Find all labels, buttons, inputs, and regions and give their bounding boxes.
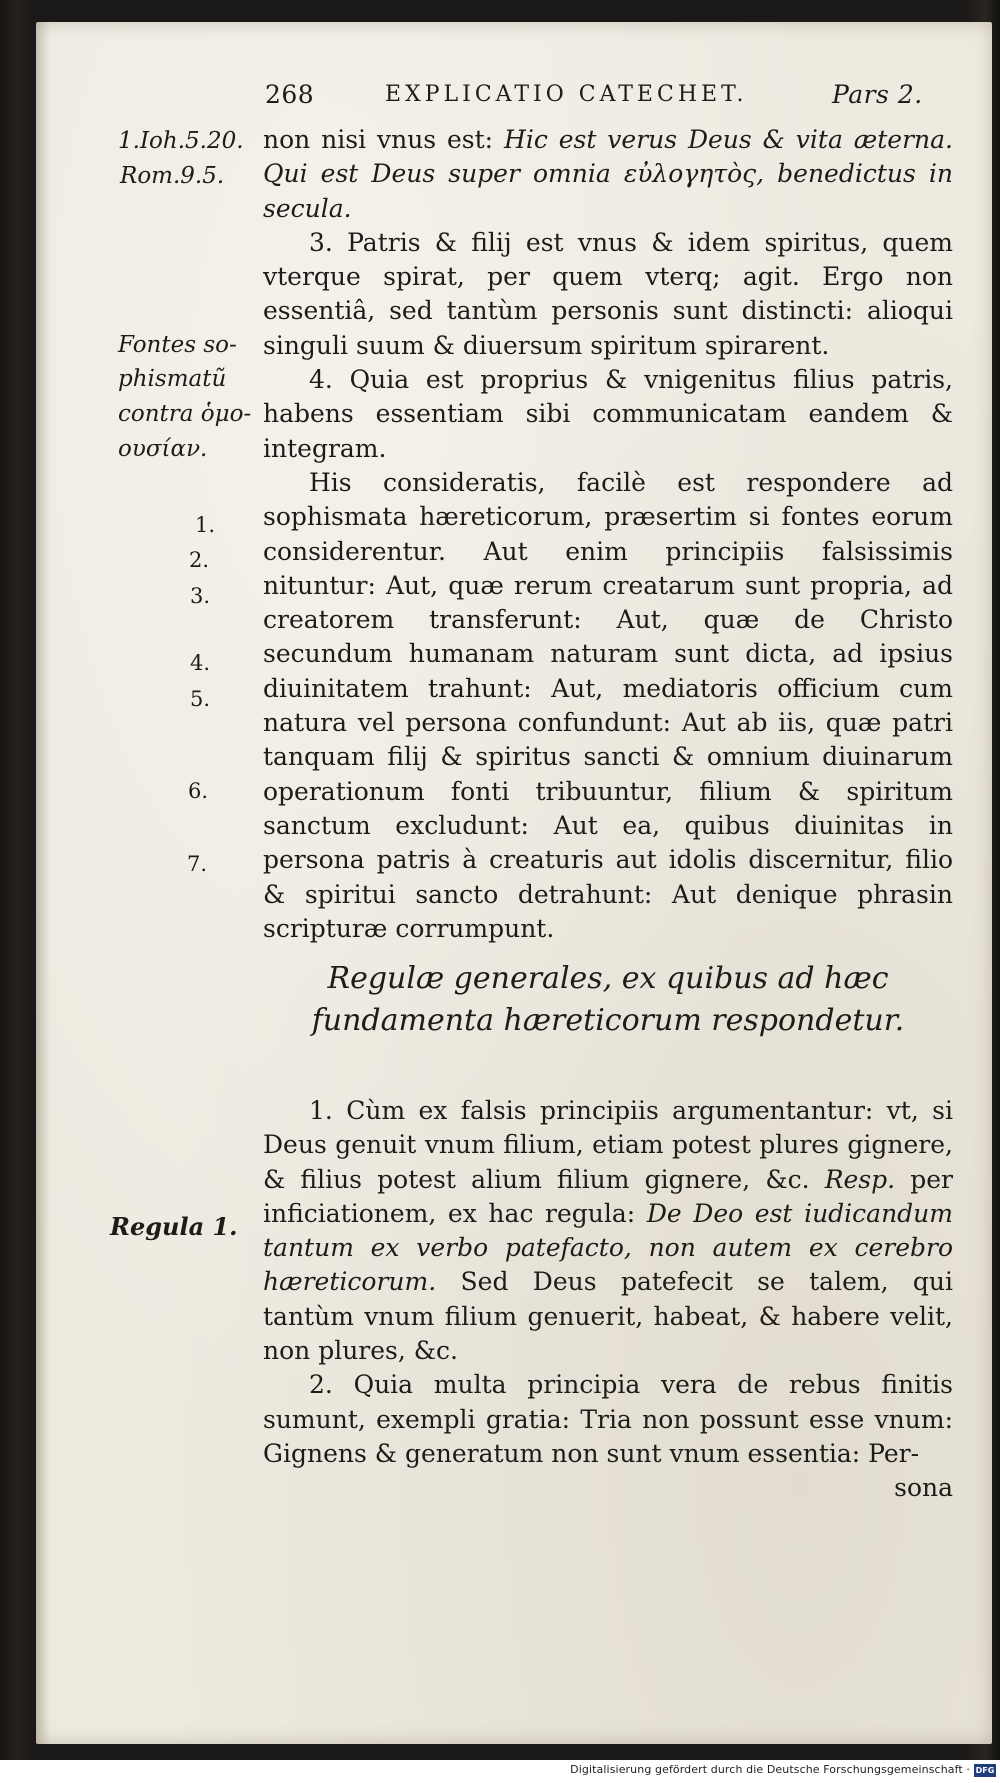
margin-fontes-line1: Fontes so- [118, 332, 237, 358]
margin-number-5: 5. [190, 687, 211, 711]
part-label: Pars 2. [832, 80, 923, 109]
margin-number-4: 4. [190, 651, 211, 675]
margin-fontes-line3: contra ὁμο- [118, 401, 252, 427]
paragraph-sources: His consideratis, facilè est respondere ad sophismata hæreticorum, præsertim si fontes eorum considerentur. Aut enim principiis falsissimis nituntur: Aut, quæ rerum creatarum sunt propria, ad creatorem transferunt: Aut, quæ de Christo secundum humanam naturam sunt dicta, ad ipsius diuinitatem trahunt: Aut, mediatoris officium cum natura vel persona confundunt: Aut ab iis, quæ patri tanquam filij & spiritus sancti & omnium diuinarum operationum fonti tribuuntur, filium & spiritum sanctum excludunt: Aut ea, quibus diuinitas in persona patris à creaturis aut idolis discernitur, filio & spiritui sancto detrahunt: Aut denique phrasin scripturæ corrumpunt. [263, 467, 953, 943]
dfg-logo-icon: DFG [975, 1766, 995, 1775]
running-title: EXPLICATIO CATECHET. [385, 82, 748, 107]
margin-ref-john: 1.Ioh.5.20. [118, 128, 244, 154]
margin-regula-1: Regula 1. [110, 1212, 238, 1241]
margin-number-2: 2. [189, 548, 210, 572]
margin-number-1: 1. [195, 513, 216, 537]
section-heading: Regulæ generales, ex quibus ad hæc fundamenta hæreticorum respondetur. [311, 961, 905, 1038]
margin-fontes-line2: phismatũ [118, 366, 227, 392]
catchword: sona [894, 1473, 953, 1503]
margin-number-6: 6. [188, 779, 209, 803]
margin-number-3: 3. [190, 584, 211, 608]
paragraph-continuation: non nisi vnus est: Hic est verus Deus & vita æterna. Qui est Deus super omnia εὐλογητὸς, benedictus in secula. [263, 125, 953, 223]
footer-credit: Digitalisierung gefördert durch die Deutsche Forschungsgemeinschaft · [570, 1763, 970, 1776]
paragraph-point-4: 4. Quia est proprius & vnigenitus filius patris, habens essentiam sibi communicatam eandem & integram. [263, 365, 953, 463]
paragraph-rule-2: 2. Quia multa principia vera de rebus finitis sumunt, exempli gratia: Tria non possunt esse vnum: Gignens & generatum non sunt vnum essentia: Per- [263, 1370, 953, 1468]
body-lower [263, 1094, 953, 1506]
body-upper [263, 123, 953, 946]
paragraph-point-3: 3. Patris & filij est vnus & idem spiritus, quem vterque spirat, per quem vterq; agit. Ergo non essentiâ, sed tantùm personis sunt distincti: alioqui singuli suum & diuersum spiritum spirarent. [263, 227, 953, 360]
paragraph-rule-1: 1. Cùm ex falsis principiis argumentantur: vt, si Deus genuit vnum filium, etiam potest plures gignere, & filius potest alium filium gignere, &c. Resp. per inficiationem, ex hac regula: De Deo est iudicandum tantum ex verbo patefacto, non autem ex cerebro hæreticorum. Sed Deus patefecit se talem, qui tantùm vnum filium genuerit, habeat, & habere velit, non plures, &c. [263, 1096, 953, 1366]
margin-ref-romans: Rom.9.5. [120, 163, 225, 189]
page-number: 268 [265, 80, 315, 109]
margin-fontes-line4: ουσίαν. [118, 436, 208, 462]
margin-number-7: 7. [187, 852, 208, 876]
